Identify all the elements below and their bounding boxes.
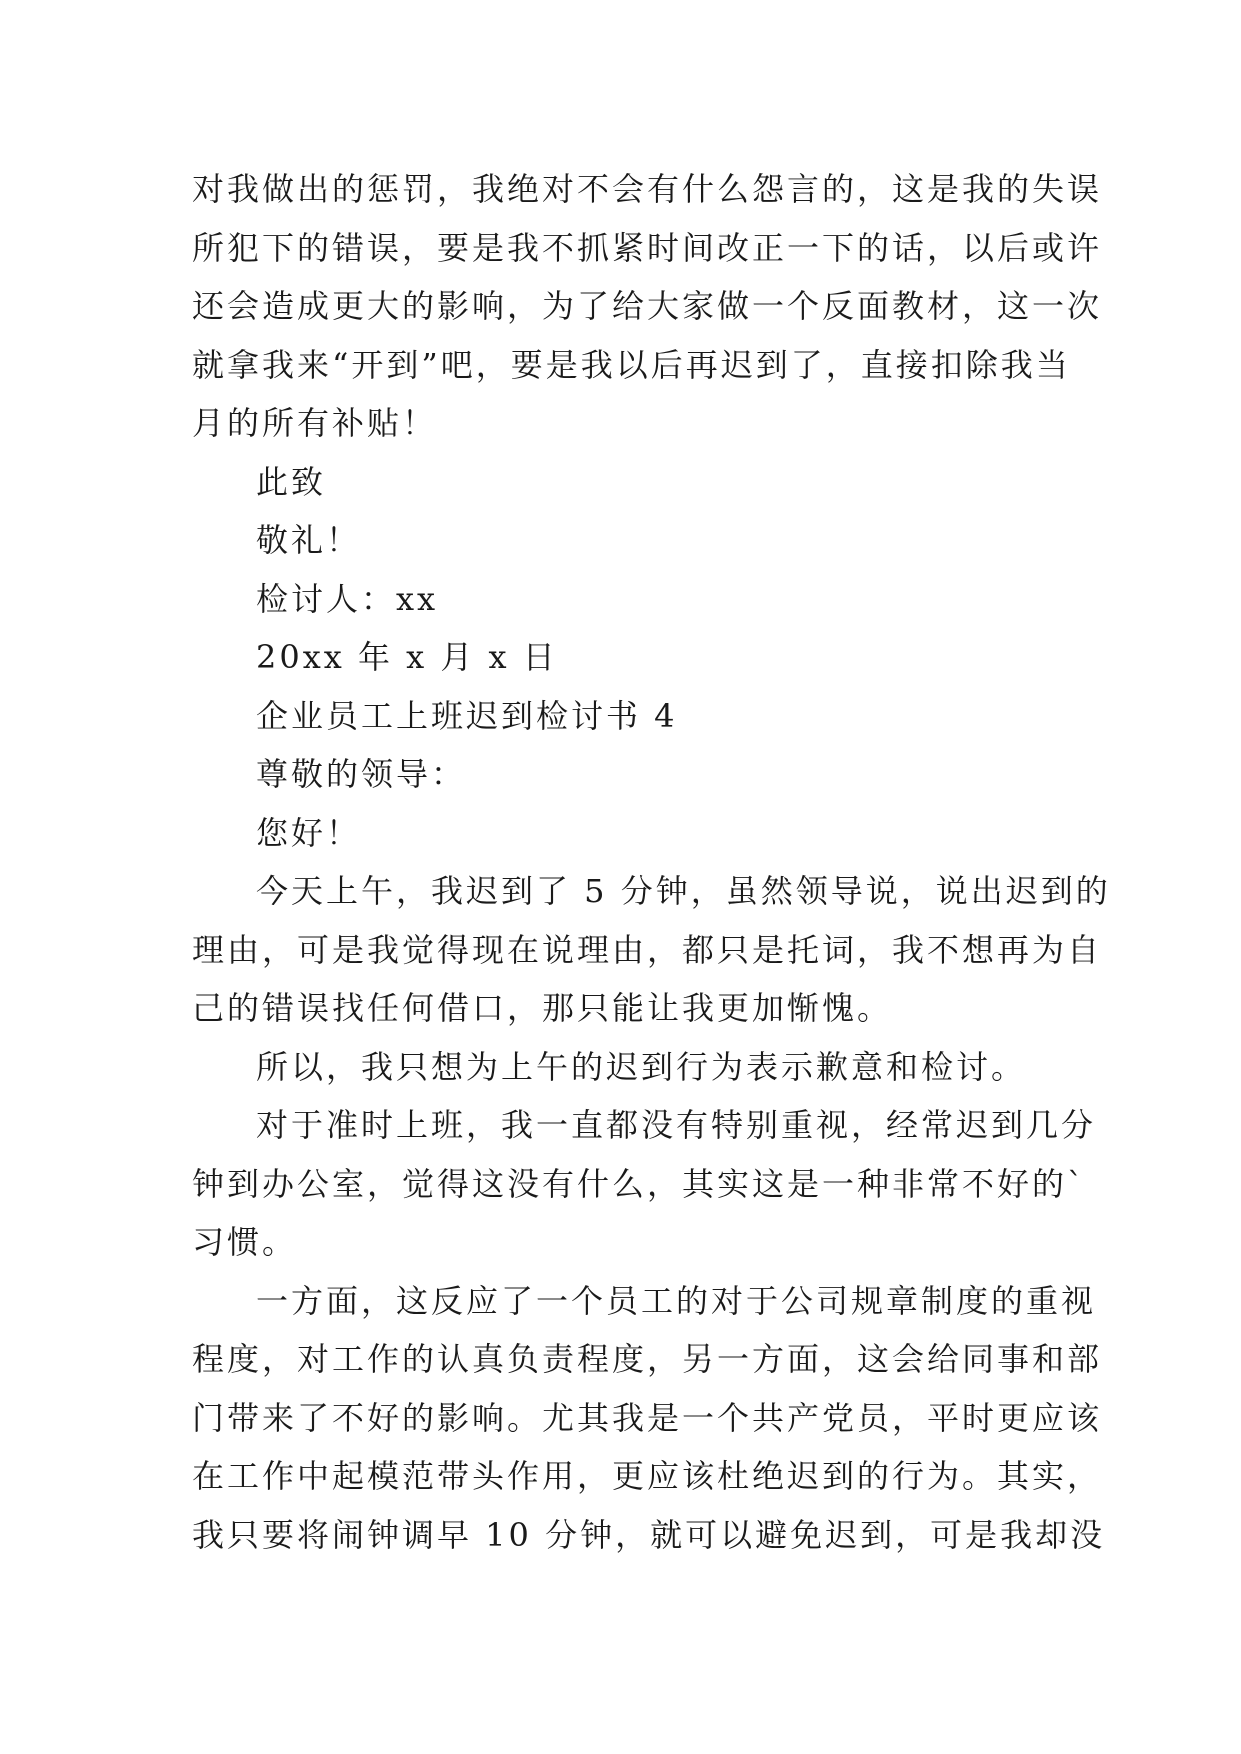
paragraph-start: 一方面，这反应了一个员工的对于公司规章制度的重视 [256, 1281, 1097, 1320]
text-line: 还会造成更大的影响，为了给大家做一个反面教材，这一次 [192, 287, 1103, 325]
text-line: 程度，对工作的认真负责程度，另一方面，这会给同事和部 [192, 1340, 1103, 1378]
closing-respect: 敬礼！ [256, 521, 362, 559]
text-line: 钟到办公室，觉得这没有什么，其实这是一种非常不好的` [192, 1164, 1087, 1203]
paragraph-start: 今天上午，我迟到了 5 分钟，虽然领导说，说出迟到的 [256, 872, 1111, 910]
signature-line: 检讨人：xx [256, 579, 439, 618]
text-line: 己的错误找任何借口，那只能让我更加惭愧。 [192, 989, 893, 1027]
text-line: 对我做出的惩罚，我绝对不会有什么怨言的，这是我的失误 [192, 170, 1103, 208]
paragraph-start: 所以，我只想为上午的迟到行为表示歉意和检讨。 [256, 1047, 1027, 1086]
text-line: 所犯下的错误，要是我不抓紧时间改正一下的话，以后或许 [192, 228, 1103, 267]
paragraph-start: 对于准时上班，我一直都没有特别重视，经常迟到几分 [256, 1106, 1097, 1144]
text-line: 理由，可是我觉得现在说理由，都只是托词，我不想再为自 [192, 930, 1103, 969]
text-line: 我只要将闹钟调早 10 分钟，就可以避免迟到，可是我却没 [192, 1515, 1106, 1554]
greeting-hello: 您好！ [256, 813, 362, 852]
date-line: 20xx 年 x 月 x 日 [256, 638, 558, 676]
text-line: 在工作中起模范带头作用，更应该杜绝迟到的行为。其实， [192, 1457, 1103, 1495]
text-line: 习惯。 [192, 1223, 298, 1261]
greeting-recipient: 尊敬的领导： [256, 755, 467, 793]
section-title: 企业员工上班迟到检讨书 4 [256, 696, 678, 735]
document-body [192, 160, 1111, 1564]
closing-salutation: 此致 [256, 462, 327, 501]
text-line: 就拿我来“开到”吧，要是我以后再迟到了，直接扣除我当 [192, 345, 1071, 384]
text-line: 月的所有补贴！ [192, 404, 438, 442]
text-line: 门带来了不好的影响。尤其我是一个共产党员，平时更应该 [192, 1398, 1103, 1437]
